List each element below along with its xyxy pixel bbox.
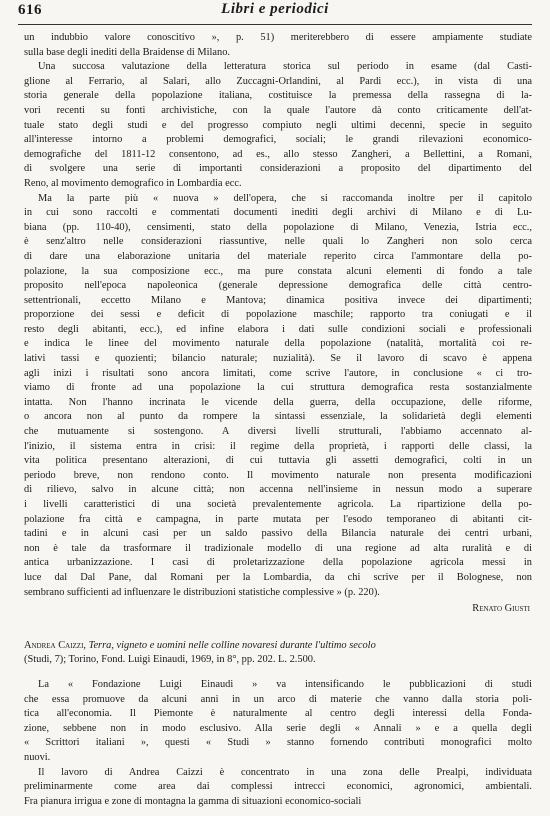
text-line: che mutuamente si sostengono. A diversi livelli strutturali, l'abbiamo accennato al- — [24, 426, 532, 438]
text-line: all'interesse intorno a problemi demografici, sociali; le grandi rilevazioni economico- — [24, 134, 532, 146]
review-title: , Terra, vigneto e uomini nelle colline novaresi durante l'ultimo secolo — [83, 639, 376, 651]
page-number: 616 — [18, 2, 42, 18]
text-line: Ma la parte più « nuova » dell'opera, che si raccomanda inoltre per il capitolo — [38, 192, 532, 204]
text-line: vita politica presentano alterazioni, di cui tuttavia gli assetti demografici, colti in un — [24, 455, 532, 467]
text-line: sulla base degli inediti della Braidense di Milano. — [24, 46, 231, 58]
text-line: di svolgere una serie di importanti considerazioni a proposito del dipartimento del — [24, 163, 532, 175]
citation-line — [24, 639, 532, 654]
review-author: Andrea Caizzi — [24, 639, 84, 651]
paragraph — [24, 31, 532, 60]
text-line: o ancora non al punto da rompere la sintassi essenziale, la solidarietà degli elementi — [24, 411, 532, 423]
text-line: storia generale della popolazione italiana, costituisce la premessa della rassegna di la- — [24, 90, 532, 102]
text-line: agli inizi i risultati sono ancora limitati, come scrive l'autore, in conclusione « ci tro- — [24, 367, 532, 379]
text-line: periodo breve, non rendono conto. Il movimento naturale non presenta modificazioni — [24, 469, 532, 481]
text-line: Una succosa valutazione della letteratura storica sul periodo in esame (dal Casti- — [38, 61, 532, 73]
text-line: lativi tassi e quozienti; bilancio naturale; nuzialità). Se il lavoro di scavo è appena — [24, 353, 532, 365]
running-head: Libri e periodici — [221, 1, 329, 17]
text-line: Il lavoro di Andrea Caizzi è concentrato in una zona delle Prealpi, individuata — [38, 766, 532, 778]
paragraph — [24, 60, 532, 191]
text-line: Reno, al movimento demografico in Lombardia ecc. — [24, 177, 242, 189]
text-line: « Scrittori italiani », questi « Studi » stanno fornendo contributi monografici molto — [24, 737, 532, 749]
text-line: viamo di fronte ad una popolazione la cui struttura demografica resta sostanzialmente — [24, 382, 532, 394]
text-line: polazione fra città e campagna, in parte mutata per l'esodo temporaneo di abitanti cit- — [24, 513, 532, 525]
text-line: settentrionali, eccetto Milano e Mantova; dinamica positiva invece dei dipartimenti; — [24, 294, 532, 306]
text-line: proporzione dei sessi e deficit di popolazione maschile; rapporto tra coniugati e il — [24, 309, 532, 321]
text-line: Fra pianura irrigua e zone di montagna la gamma di situazioni economico-sociali — [24, 795, 362, 807]
text-line: glione al Ferrario, al Salari, allo Zuccagni-Orlandini, al Pardi ecc.), in vista di una — [24, 75, 532, 87]
text-line: l'inizio, il sistema entra in crisi: il regime della proprietà, i rapporti delle classi, la — [24, 440, 532, 452]
text-line: tuale stato degli studi e del progresso compiuto negli ultimi decenni, specie in seguito — [24, 119, 532, 131]
review-citation — [24, 639, 532, 668]
text-line: proposito nell'epoca napoleonica (generale depressione demografica delle città centro- — [24, 280, 532, 292]
paragraph — [24, 678, 532, 766]
text-line: e indica le linee del movimento naturale della popolazione (natalità, mortalità coi re- — [24, 338, 532, 350]
reviewer-signature: Renato Giusti — [472, 603, 530, 615]
paragraph — [24, 192, 532, 601]
text-line: sembrano sufficienti ad influenzare le distribuzioni statistiche complessive » (p. 220). — [24, 586, 380, 598]
text-line: demografiche del 1811-12 consentono, ad es., allo stesso Zangheri, a Bellettini, a Romani, — [24, 148, 532, 160]
text-line: è senz'altro nelle considerazioni riassuntive, nelle quali lo Zangheri non solo cerca — [24, 236, 532, 248]
text-line: vori recenti su fonti archivistiche, con la quale l'autore dà conto criticamente dell'at- — [24, 104, 532, 116]
text-line: polazione, la sua composizione ecc., ma pure constata alcuni elementi di fondo a tale — [24, 265, 532, 277]
text-line: antica urbanizzazione. I casi di proletarizzazione della popolazione agricola messi in — [24, 557, 532, 569]
text-line: di dare una elaborazione unitaria del materiale reperito circa l'ammontare della po- — [24, 250, 532, 262]
text-line: in cui sono raccolti e commentati documenti inediti degli archivi di Milano e di Lu- — [24, 207, 532, 219]
paragraph — [24, 766, 532, 810]
text-line: che essa promuove da alcuni anni in un arco di materie che vanno dalla storia poli- — [24, 693, 532, 705]
text-line: di rilievo, salvo in alcune città; non accenna nell'insieme in nessun modo a superare — [24, 484, 532, 496]
text-line: resto degli abitanti, ecc.), ed infine elabora i dati sulle condizioni sociali e professionali — [24, 323, 532, 335]
text-line: biana (pp. 110-40), censimenti, stato della popolazione di Milano, Venezia, Istria ecc., — [24, 221, 532, 233]
text-line: tica all'economia. Il Piemonte è naturalmente al centro degli interessi della Fonda- — [24, 708, 532, 720]
article-body — [24, 31, 532, 809]
citation-details: (Studi, 7); Torino, Fond. Luigi Einaudi, 1969, in 8°, pp. 202. L. 2.500. — [24, 654, 316, 666]
text-line: i livelli caratteristici di una società prevalentemente agricola. La ripartizione della po- — [24, 499, 532, 510]
text-line: La « Fondazione Luigi Einaudi » va intensificando le pubblicazioni di studi — [38, 678, 532, 690]
text-line: intatta. Non l'hanno incrinata le vicende della guerra, della occupazione, delle riforme, — [24, 396, 532, 408]
text-line: nuovi. — [24, 751, 51, 763]
text-line: preliminarmente come area dai complessi intrecci economici, agronomici, ambientali. — [24, 781, 532, 793]
text-line: zione, sebbene non in modo esclusivo. Alla serie degli « Annali » e a quella degli — [24, 722, 532, 734]
text-line: luce dal Dal Pane, dal Romani per la Lombardia, da chi scrive per il Bolognese, non — [24, 571, 532, 583]
text-line: tadini e in alcuni casi per un saldo passivo della Bilancia naturale dei centri urbani, — [24, 528, 532, 540]
text-line: un indubbio valore conoscitivo », p. 51) meriterebbero di essere ampiamente studiate — [24, 32, 532, 43]
text-line: non è tale da trasformare il tradizionale modello di una regione ad alta ruralità e di — [24, 542, 532, 554]
page-header — [18, 0, 532, 25]
